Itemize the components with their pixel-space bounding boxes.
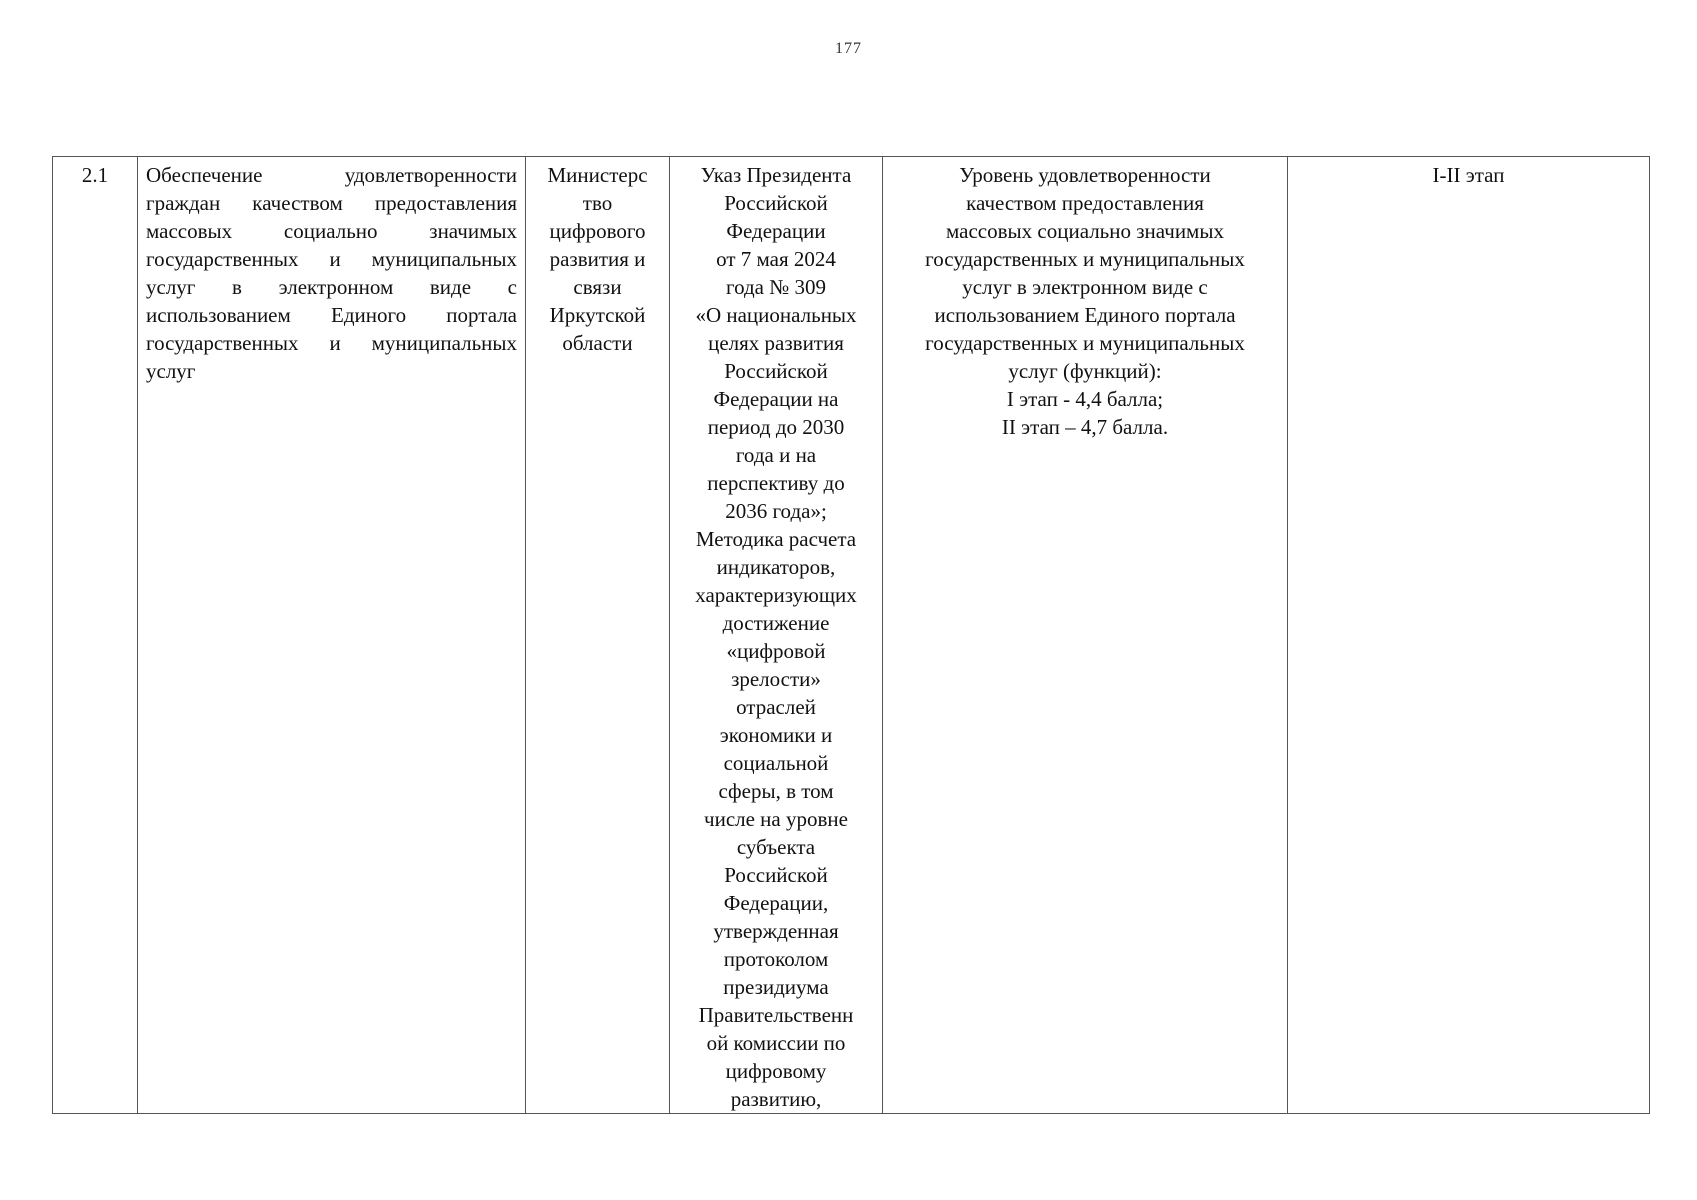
basis-line: Федерации, xyxy=(723,891,829,915)
basis-line: Правительственн xyxy=(698,1003,854,1027)
basis-line: ой комиссии по xyxy=(706,1031,846,1055)
basis-line: протоколом xyxy=(723,947,829,971)
organization-line: Министерс xyxy=(547,163,648,187)
basis-line: «О национальных xyxy=(695,303,857,327)
measure-description: Обеспечение удовлетворенности граждан качеством предоставления массовых социально значимых государственных и муниципальных услуг в электронном виде с использованием Единого портала государственных и муниципальных услуг xyxy=(146,163,517,383)
basis-line: зрелости» xyxy=(731,667,821,691)
basis-line: сферы, в том xyxy=(718,779,834,803)
indicator-line: услуг (функций): xyxy=(1008,359,1162,383)
basis-line: Российской xyxy=(724,863,828,887)
basis-line: президиума xyxy=(723,975,829,999)
indicator-line: массовых социально значимых xyxy=(946,219,1224,243)
indicator-line: государственных и муниципальных xyxy=(925,331,1245,355)
legal-basis-cell xyxy=(670,157,883,1114)
implementation-stage: I-II этап xyxy=(1432,163,1505,187)
basis-line: перспективу до xyxy=(707,471,845,495)
measures-table xyxy=(52,156,1650,1114)
basis-line: развитию, xyxy=(730,1087,822,1111)
organization-line: области xyxy=(562,331,633,355)
organization-line: развития и xyxy=(549,247,646,271)
basis-line: социальной xyxy=(723,751,829,775)
basis-line: года и на xyxy=(735,443,817,467)
measure-description-cell xyxy=(138,157,526,1114)
organization-line: тво xyxy=(582,191,613,215)
row-number-cell xyxy=(53,157,138,1114)
responsible-organization-cell xyxy=(526,157,670,1114)
basis-line: Методика расчета xyxy=(695,527,857,551)
target-indicator-cell xyxy=(883,157,1288,1114)
organization-line: связи xyxy=(573,275,622,299)
indicator-line: использованием Единого портала xyxy=(934,303,1236,327)
basis-line: целях развития xyxy=(708,331,844,355)
basis-line: отраслей xyxy=(736,695,816,719)
basis-line: индикаторов, xyxy=(716,555,836,579)
organization-line: Иркутской xyxy=(549,303,646,327)
basis-line: экономики и xyxy=(719,723,833,747)
table-row xyxy=(53,157,1650,1114)
row-number: 2.1 xyxy=(81,163,109,187)
basis-line: характеризующих xyxy=(695,583,857,607)
indicator-line: I этап - 4,4 балла; xyxy=(1006,387,1164,411)
indicator-line: II этап – 4,7 балла. xyxy=(1001,415,1169,439)
basis-line: «цифровой xyxy=(726,639,826,663)
basis-line: утвержденная xyxy=(713,919,839,943)
basis-line: достижение xyxy=(722,611,830,635)
basis-line: период до 2030 xyxy=(707,415,845,439)
basis-line: субъекта xyxy=(736,835,816,859)
basis-line: Российской xyxy=(724,191,828,215)
basis-line: от 7 мая 2024 xyxy=(716,247,836,271)
basis-line: 2036 года»; xyxy=(725,499,827,523)
basis-line: года № 309 xyxy=(725,275,827,299)
basis-line: цифровому xyxy=(725,1059,827,1083)
indicator-line: государственных и муниципальных xyxy=(925,247,1245,271)
implementation-stage-cell xyxy=(1288,157,1650,1114)
indicator-line: Уровень удовлетворенности xyxy=(959,163,1211,187)
indicator-line: качеством предоставления xyxy=(966,191,1204,215)
basis-line: Российской xyxy=(724,359,828,383)
page-number: 177 xyxy=(835,40,862,57)
indicator-line: услуг в электронном виде с xyxy=(962,275,1208,299)
basis-line: Указ Президента xyxy=(700,163,852,187)
basis-line: числе на уровне xyxy=(704,807,848,831)
basis-line: Федерации xyxy=(726,219,826,243)
basis-line: Федерации на xyxy=(713,387,839,411)
organization-line: цифрового xyxy=(549,219,646,243)
